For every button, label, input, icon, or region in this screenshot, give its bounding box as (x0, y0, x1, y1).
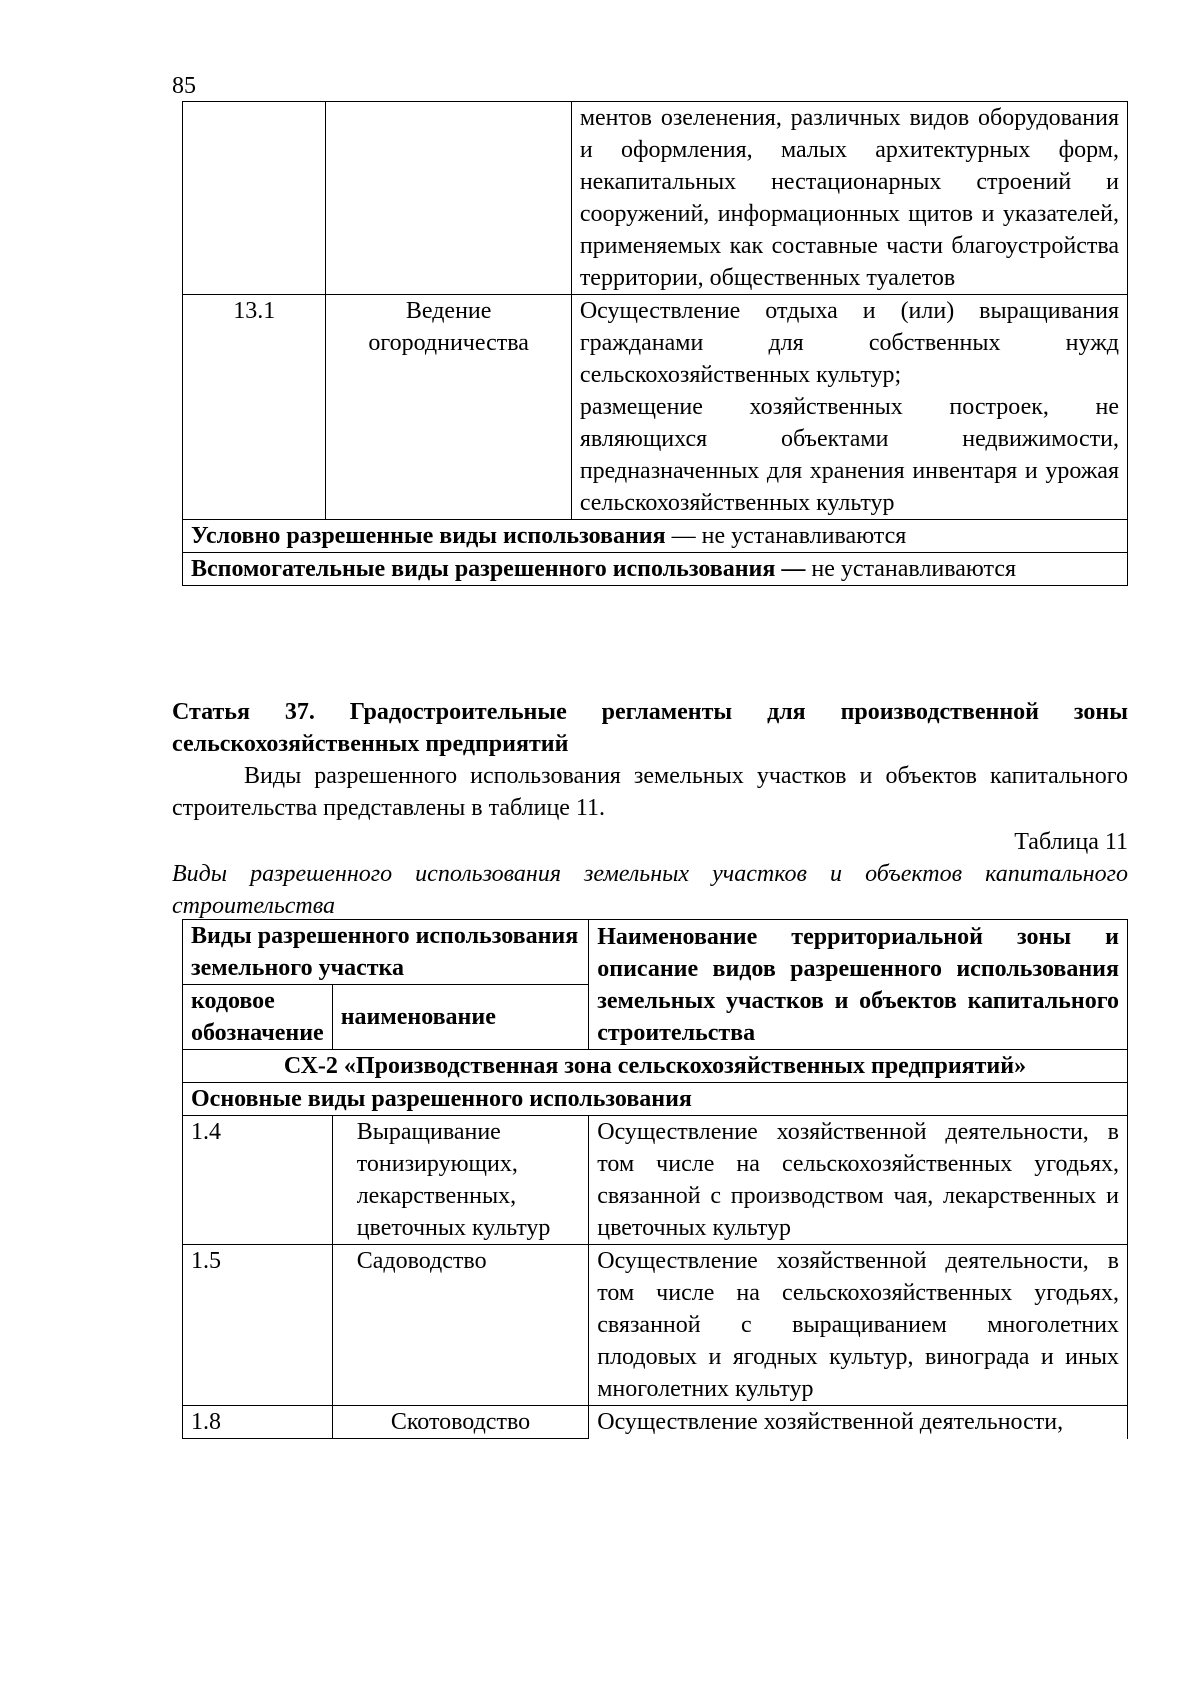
section-title-cell: Основные виды разрешенного использования (183, 1083, 1128, 1116)
table-caption: Виды разрешенного использования земельных участков и объектов капитального строительства (172, 861, 1128, 919)
intro-paragraph: Виды разрешенного использования земельных участков и объектов капитального строительства представлены в таблице 11. (172, 763, 1128, 821)
table-row (183, 1245, 1128, 1406)
code-cell: 1.4 (183, 1116, 333, 1245)
table-row (183, 102, 1128, 295)
header-name-cell: наименование (332, 985, 589, 1050)
conditional-uses-cell (183, 520, 1128, 553)
auxiliary-uses-label: Вспомогательные виды разрешенного использования — (191, 556, 806, 582)
name-cell: Скотоводство (332, 1406, 589, 1439)
article-heading: Статья 37. Градостроительные регламенты для производственной зоны сельскохозяйственных предприятий (172, 699, 1128, 757)
section-title-row (183, 1083, 1128, 1116)
table-row (183, 1406, 1128, 1439)
name-cell: Садоводство (332, 1245, 589, 1406)
table-row (183, 520, 1128, 553)
page-number: 85 (172, 73, 196, 99)
table-row (183, 295, 1128, 520)
description-text: ментов озеленения, различных видов оборудования и оформления, малых архитектурных форм, некапитальных нестационарных строений и сооружений, информационных щитов и указателей, применяемых как составные части благоустройства территории, общественных туалетов (579, 105, 1119, 291)
table-continuation (182, 101, 1128, 586)
code-cell: 1.5 (183, 1245, 333, 1406)
zone-title-row (183, 1050, 1128, 1083)
name-cell: Выращивание тонизирующих, лекарственных, цветочных культур (332, 1116, 589, 1245)
code-cell: 13.1 (183, 295, 326, 520)
zone-title-cell: СХ-2 «Производственная зона сельскохозяйственных предприятий» (183, 1050, 1128, 1083)
auxiliary-uses-cell (183, 553, 1128, 586)
description-text: размещение хозяйственных построек, не являющихся объектами недвижимости, предназначенных для хранения инвентаря и урожая сельскохозяйственных культур (579, 394, 1119, 516)
description-cell: Осуществление хозяйственной деятельности, (589, 1406, 1128, 1439)
description-cell: Осуществление хозяйственной деятельности, в том числе на сельскохозяйственных угодьях, связанной с производством чая, лекарственных и цветочных культур (589, 1116, 1128, 1245)
table-11 (182, 919, 1128, 1439)
description-cell (571, 295, 1127, 520)
table-number: Таблица 11 (1014, 829, 1128, 855)
code-cell (183, 102, 326, 295)
header-group-cell: Виды разрешенного использования земельного участка (183, 920, 589, 985)
code-cell: 1.8 (183, 1406, 333, 1439)
table-row (183, 553, 1128, 586)
conditional-uses-value: — не устанавливаются (665, 523, 907, 549)
description-cell (571, 102, 1127, 295)
header-description-cell: Наименование территориальной зоны и описание видов разрешенного использования земельных участков и объектов капитального строительства (589, 920, 1128, 1050)
name-cell: Ведение огородничества (326, 295, 571, 520)
table-header-row (183, 920, 1128, 985)
description-text: Осуществление отдыха и (или) выращивания гражданами для собственных нужд сельскохозяйственных культур; (579, 298, 1119, 388)
conditional-uses-label: Условно разрешенные виды использования (191, 523, 666, 549)
table-row (183, 1116, 1128, 1245)
header-code-cell: кодовое обозначение (183, 985, 333, 1050)
description-cell: Осуществление хозяйственной деятельности, в том числе на сельскохозяйственных угодьях, связанной с выращиванием многолетних плодовых и ягодных культур, винограда и иных многолетних культур (589, 1245, 1128, 1406)
auxiliary-uses-value: не устанавливаются (805, 556, 1017, 582)
name-cell (326, 102, 571, 295)
